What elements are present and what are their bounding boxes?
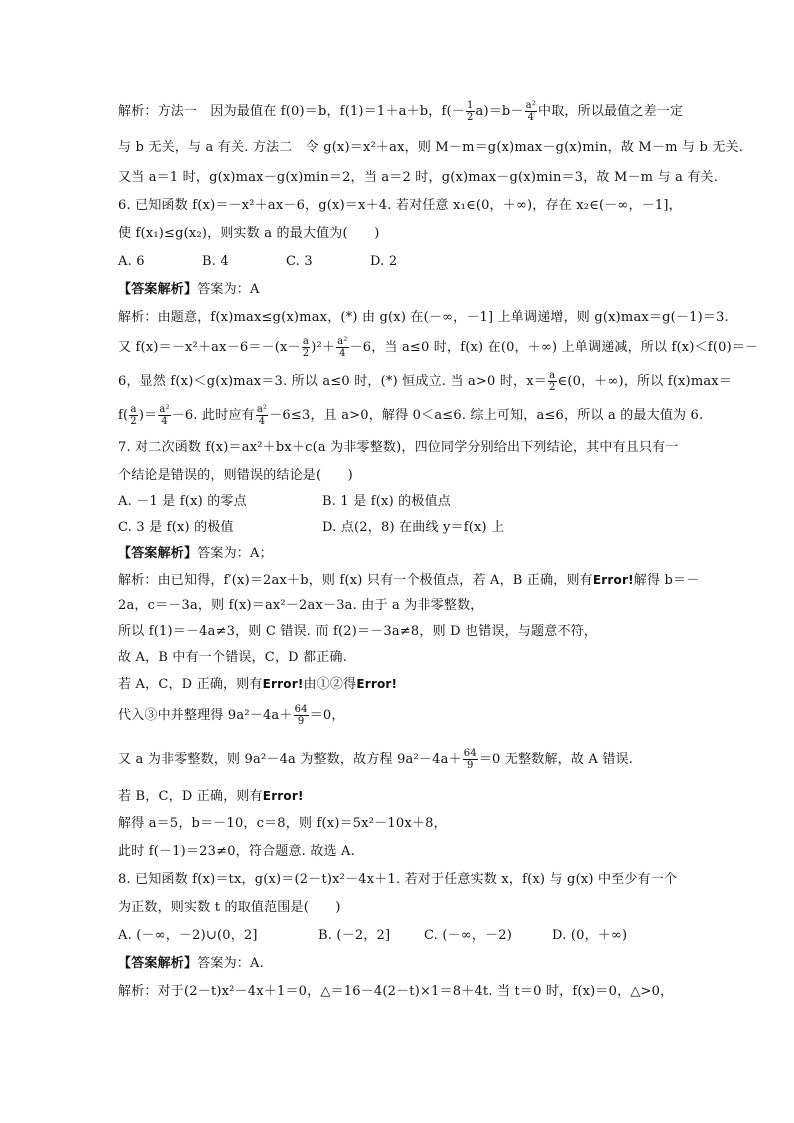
answer-heading: 【答案解析】: [118, 282, 198, 297]
q7-line-1: 7. 对二次函数 f(x)＝ax²＋bx＋c(a 为非零整数)，四位同学分别给出下列结论，其中有且只有一: [118, 440, 679, 455]
a7-line-5: 若 A，C，D 正确，则有Error!由①②得Error!: [118, 677, 398, 692]
fraction: $\frac{1}{2}$: [466, 100, 474, 123]
a7-line-9: 解得 a＝5，b＝－10，c＝8，则 f(x)＝5x²－10x＋8，: [118, 816, 447, 831]
a7-line-3: 所以 f(1)＝－4a≠3，则 C 错误. 而 f(2)＝－3a≠8，则 D 也错误，与题意不符，: [118, 624, 598, 639]
a7-answer: 【答案解析】答案为：A；: [118, 546, 273, 561]
q6-options: [118, 252, 397, 272]
sol5-line-1: 解析：方法一 因为最值在 f(0)＝b，f(1)＝1＋a＋b，f(－ $\frac{1}{2}$ a)＝b－ $\frac{\text{a²}}{4}$ 中取，所以最值之差一定: [118, 100, 684, 123]
answer-heading: 【答案解析】: [118, 546, 198, 561]
a7-line-4: 故 A，B 中有一个错误，C，D 都正确.: [118, 650, 348, 665]
q6-line-2: 使 f(x₁)≤g(x₂)，则实数 a 的最大值为( ): [118, 226, 380, 241]
a7-line-10: 此时 f(－1)＝23≠0，符合题意. 故选 A.: [118, 844, 355, 859]
error-marker: Error!: [262, 677, 304, 691]
error-marker: Error!: [262, 789, 304, 803]
error-marker: Error!: [356, 677, 398, 691]
q7-option-c: C. 3 是 f(x) 的极值: [118, 520, 234, 535]
sol5-line-3: 又当 a＝1 时，g(x)max－g(x)min＝2，当 a＝2 时，g(x)max－g(x)min＝3，故 M－m 与 a 有关.: [118, 170, 719, 185]
fraction: $\frac{\text{a²}}{4}$: [256, 404, 268, 427]
a7-line-6: 代入③中并整理得 9a²－4a＋ $\frac{64}{9}$ ＝0，: [118, 704, 345, 727]
q8-option-d: D. (0，＋∞): [552, 928, 628, 943]
fraction: $\frac{\text{a²}}{4}$: [337, 336, 348, 359]
q6-option-b: B. 4: [202, 254, 229, 269]
a6-line-3: 6，显然 f(x)＜g(x)max＝3. 所以 a≤0 时，(*) 恒成立. 当 a>0 时，x＝ $\frac{a}{2}$ ∈(0，＋∞)，所以 f(x)max＝: [118, 370, 733, 393]
a7-line-7: 又 a 为非零整数，则 9a²－4a 为整数，故方程 9a²－4a＋ $\frac{64}{9}$ ＝0 无整数解，故 A 错误.: [118, 748, 634, 771]
a6-answer: 【答案解析】答案为：A: [118, 282, 260, 297]
fraction: $\frac{64}{9}$: [463, 748, 477, 771]
a6-line-4: f( $\frac{a}{2}$ )＝ $\frac{\text{a²}}{4}$ －6. 此时应有 $\frac{\text{a²}}{4}$ －6≤3，且 a>0，解得 0＜a≤6. 综上可知，a≤6，所以 a 的最大值为 6.: [118, 404, 704, 427]
q6-line-1: 6. 已知函数 f(x)＝－x²＋ax－6，g(x)＝x＋4. 若对任意 x₁∈(0，＋∞)，存在 x₂∈(－∞，－1]，: [118, 198, 682, 213]
q7-option-a: A. －1 是 f(x) 的零点: [118, 494, 247, 509]
fraction: $\frac{\text{a²}}{4}$: [525, 100, 537, 123]
error-marker: Error!: [592, 573, 634, 587]
a6-line-2: 又 f(x)＝－x²＋ax－6＝－(x－ $\frac{a}{2}$ )²＋ $\frac{\text{a²}}{4}$ －6，当 a≤0 时，f(x) 在(0，＋∞) 上单调递减，所以 f(x)＜f(0)＝－: [118, 336, 759, 359]
q8-line-1: 8. 已知函数 f(x)＝tx，g(x)＝(2－t)x²－4x＋1. 若对于任意实数 x，f(x) 与 g(x) 中至少有一个: [118, 872, 678, 887]
answer-heading: 【答案解析】: [118, 956, 198, 971]
q7-line-2: 个结论是错误的，则错误的结论是( ): [118, 468, 353, 483]
a7-line-1: 解析：由已知得，f′(x)＝2ax＋b，则 f(x) 只有一个极值点，若 A，B 正确，则有Error!解得 b＝－: [118, 573, 700, 588]
q6-option-d: D. 2: [370, 254, 398, 269]
q8-option-a: A. (－∞，－2)∪(0，2]: [118, 928, 258, 943]
a8-line-1: 解析：对于(2－t)x²－4x＋1＝0，△＝16－4(2－t)×1＝8＋4t. 当 t＝0 时，f(x)＝0，△>0，: [118, 984, 674, 999]
a7-line-2: 2a，c＝－3a，则 f(x)＝ax²－2ax－3a. 由于 a 为非零整数，: [118, 598, 484, 613]
q7-options-row-1: [118, 492, 451, 512]
a8-answer: 【答案解析】答案为：A.: [118, 956, 264, 971]
q8-options: [118, 926, 627, 946]
fraction: $\frac{\text{a²}}{4}$: [159, 404, 170, 427]
q6-option-c: C. 3: [286, 254, 313, 269]
q7-option-b: B. 1 是 f(x) 的极值点: [322, 494, 451, 509]
q7-options-row-2: [118, 518, 504, 538]
fraction: $\frac{a}{2}$: [130, 404, 137, 427]
sol5-line-2: 与 b 无关，与 a 有关. 方法二 令 g(x)＝x²＋ax，则 M－m＝g(x)max－g(x)min，故 M－m 与 b 无关.: [118, 140, 744, 155]
fraction: $\frac{a}{2}$: [302, 336, 310, 359]
q6-option-a: A. 6: [118, 254, 145, 269]
fraction: $\frac{a}{2}$: [548, 370, 556, 393]
a7-line-8: 若 B，C，D 正确，则有Error!: [118, 789, 304, 804]
q8-line-2: 为正数，则实数 t 的取值范围是( ): [118, 900, 341, 915]
q7-option-d: D. 点(2，8) 在曲线 y＝f(x) 上: [322, 520, 505, 535]
q8-option-b: B. (－2，2]: [318, 928, 391, 943]
q8-option-c: C. (－∞，－2): [424, 928, 512, 943]
a6-line-1: 解析：由题意，f(x)max≤g(x)max，(*) 由 g(x) 在(－∞，－1] 上单调递增，则 g(x)max＝g(－1)＝3.: [118, 310, 729, 325]
fraction: $\frac{64}{9}$: [294, 704, 308, 727]
